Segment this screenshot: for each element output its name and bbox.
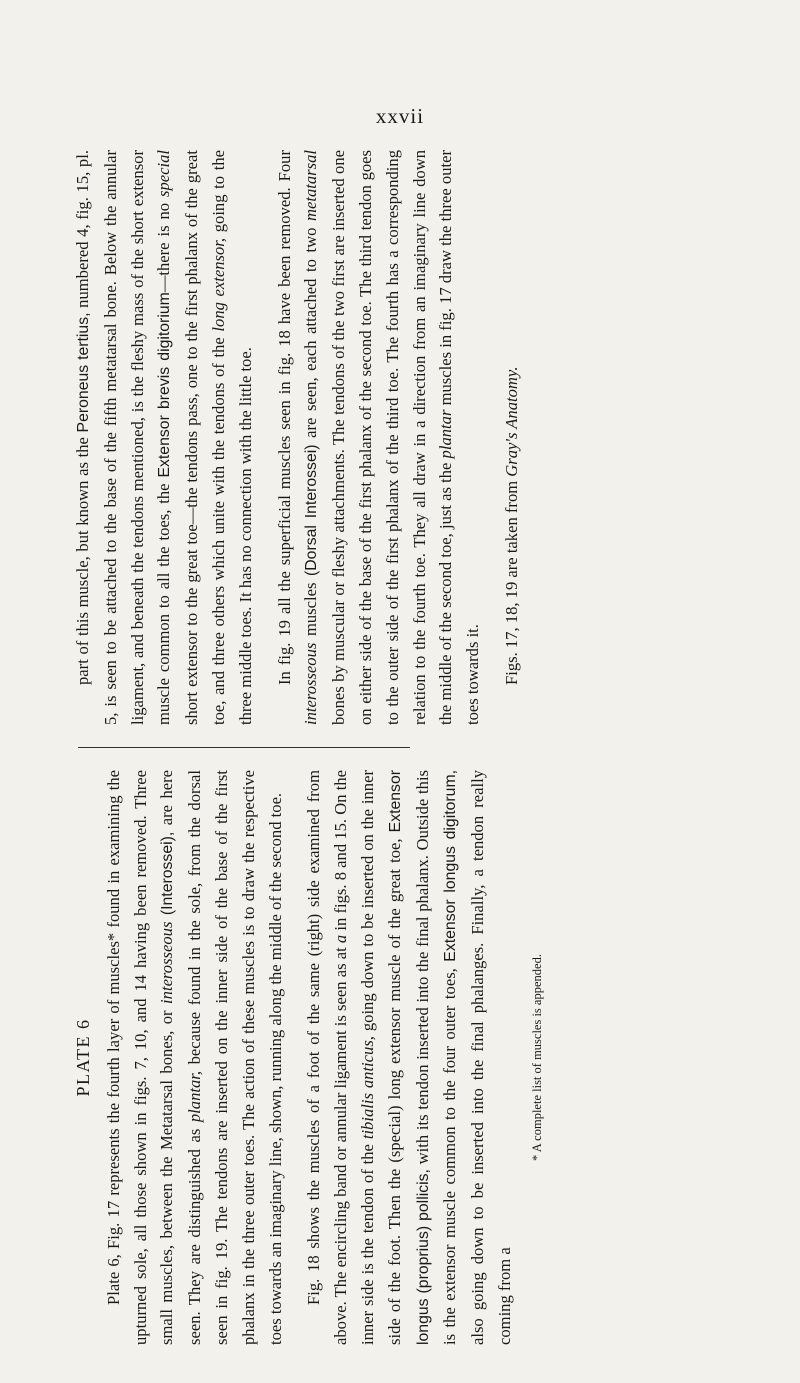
paragraph-source — [499, 150, 526, 725]
text-run: in figs. 8 and 15. On the inner side is the tendon of the — [331, 770, 377, 1345]
text-run: muscles — [301, 575, 321, 643]
paragraph-fig-18 — [301, 770, 518, 1345]
muscle-name: Peroneus tertius, — [75, 312, 92, 433]
rotated-text-block — [70, 145, 730, 1345]
text-run: numbered 4, fig. 15, pl. 5, is seen to be attached to the base of the fifth metatarsal bone. Below the annular ligament, and beneath the tendons mentioned, is the fleshy mass of the short extensor muscle common to all the toes, the — [73, 150, 174, 725]
muscle-name: Extensor longus digitorum, — [442, 770, 460, 962]
text-run: muscles in fig. 17 draw the three outer toes towards it. — [436, 149, 483, 725]
right-column — [70, 150, 526, 725]
text-run: short extensor to the great toe—the tendons pass, one to the first phalanx of the great toe, and three others which unite with the tendons of the — [182, 150, 228, 725]
left-column — [70, 770, 545, 1345]
italic-term: plantar, — [185, 1070, 205, 1123]
italic-term: interosseous — [157, 921, 177, 1004]
text-run — [157, 915, 176, 921]
text-run: are here seen. They are distinguished as — [157, 769, 205, 1345]
italic-term: long extensor, — [208, 237, 228, 332]
text-run: Figs. 17, 18, 19 are taken from — [501, 476, 521, 685]
italic-term: interosseous — [301, 642, 321, 725]
footnote: * A complete list of muscles is appended. — [529, 954, 544, 1161]
text-run: with its tendon inserted into the final phalanx. Outside this is the extensor muscle common to the four outer toes, — [412, 769, 460, 1345]
muscle-name: Extensor longus (proprius) pollicis, — [386, 770, 432, 1345]
muscle-name: Extensor brevis digitorium — [156, 292, 174, 478]
paragraph-continuation — [70, 150, 260, 725]
text-run: going down to be inserted on the inner side of the foot. Then the (special) long extensor muscle of the great toe, — [357, 770, 404, 1345]
italic-term: special — [154, 150, 174, 198]
italic-term: plantar — [436, 409, 456, 459]
text-run: In fig. 19 all the superficial muscles seen in fig. 18 have been removed. Four — [274, 150, 294, 685]
text-run: also going down to be inserted into the final phalanges. Finally, a tendon really coming from a — [468, 770, 514, 1345]
text-run: because found in the sole, from the dorsal seen in fig. 19. The tendons are inserted on the inner side of the base of the first phalanx in the three outer toes. The action of these muscles is to draw the respective toes towards an imaginary line, shown, running along the middle of the second toe. — [185, 770, 285, 1345]
text-run: Plate 6, Fig. 17 represents the fourth layer of muscles* found in examining the upturned sole, all those shown in figs. 7, 10, and 14 having been removed. Three small muscles, between the Metatarsal bones, or — [103, 770, 177, 1345]
text-run: bones by muscular or fleshy attachments. The tendons of the two first are inserted one on either side of the base of the first phalanx of the second toe. The third tendon goes to the outer side of the first phalanx of the third toe. The fourth has a corresponding relation to the fourth toe. They all draw in a direction from an imaginary line down the middle of the second toe, just as the — [329, 150, 456, 725]
italic-term: Gray's Anatomy. — [501, 366, 521, 477]
page-number: xxvii — [375, 104, 425, 128]
italic-term: a — [331, 934, 351, 944]
italic-term: metatarsal — [301, 149, 321, 221]
text-run: are seen, each attached to two — [301, 220, 321, 445]
text-run: —there is no — [154, 197, 174, 293]
muscle-name: (Dorsal Interossei) — [303, 444, 321, 576]
paragraph-fig-17 — [101, 770, 290, 1345]
text-run: Fig. 18 shows the muscles of a foot of the same (right) side examined from above. The encircling band or annular ligament is seen as at — [304, 770, 351, 1345]
muscle-name: (Interossei), — [159, 831, 177, 916]
column-divider — [78, 747, 410, 748]
text-run: going to the three middle toes. It has no connection with the little toe. — [208, 150, 255, 725]
paragraph-fig-19 — [272, 150, 487, 725]
italic-term: tibialis anticus, — [357, 1036, 377, 1140]
text-run: part of this muscle, but known as the — [73, 432, 92, 685]
plate-heading: PLATE 6 — [73, 1018, 93, 1097]
